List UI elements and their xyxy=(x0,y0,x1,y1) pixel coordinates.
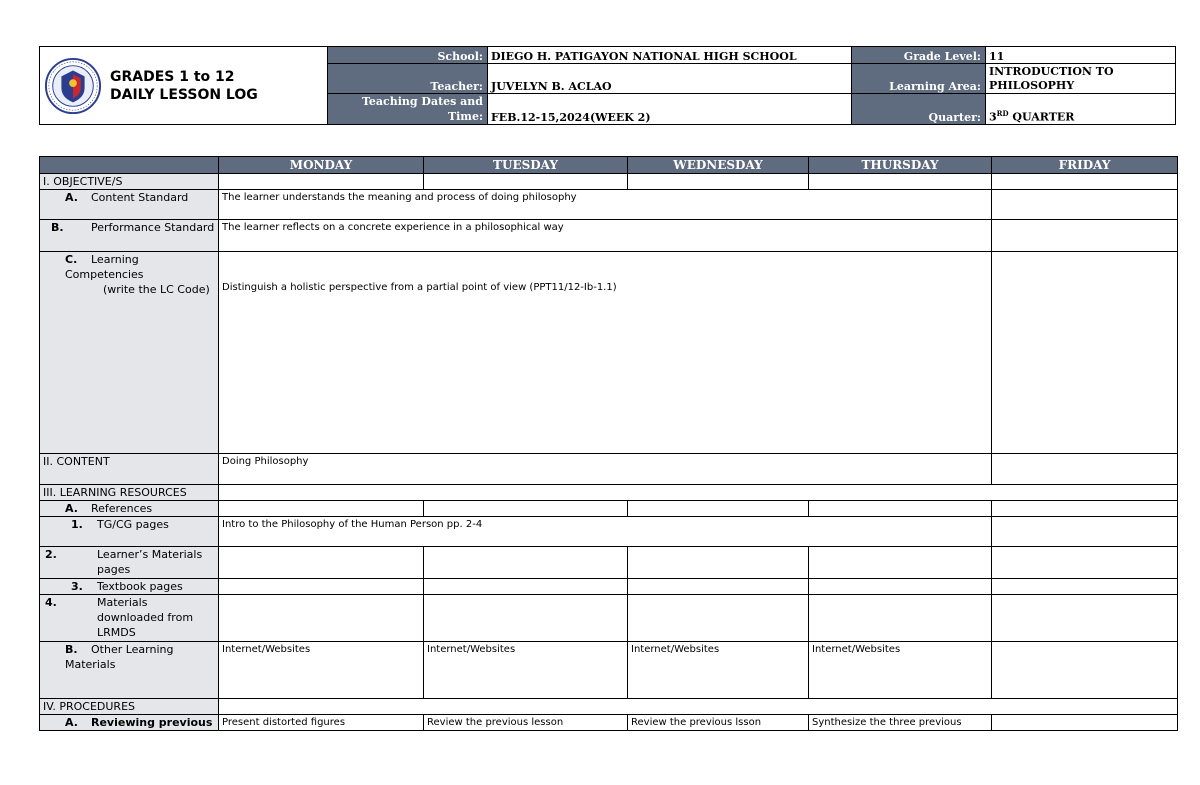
textbook-pages-label: 3. Textbook pages xyxy=(40,579,219,595)
content-standard-row xyxy=(40,190,1178,220)
resources-row xyxy=(40,485,1178,501)
content-standard-text: The learner understands the meaning and process of doing philosophy xyxy=(219,190,992,220)
content-heading: II. CONTENT xyxy=(40,454,219,485)
reviewing-tuesday: Review the previous lesson xyxy=(424,715,628,731)
reviewing-monday: Present distorted figures xyxy=(219,715,424,731)
day-thursday: THURSDAY xyxy=(809,157,992,174)
competencies-row xyxy=(40,252,1178,454)
lm-pages-row xyxy=(40,547,1178,579)
title-line-1: GRADES 1 to 12 xyxy=(110,68,235,85)
other-materials-row xyxy=(40,642,1178,699)
lm-pages-label: 2. Learner’s Materials pages xyxy=(40,547,219,579)
objectives-heading: I. OBJECTIVE/S xyxy=(40,174,219,190)
references-label: A. References xyxy=(40,501,219,517)
other-materials-thursday: Internet/Websites xyxy=(809,642,992,699)
other-materials-wednesday: Internet/Websites xyxy=(628,642,809,699)
procedures-heading: IV. PROCEDURES xyxy=(40,699,219,715)
teacher-label: Teacher: xyxy=(328,64,488,94)
quarter-suffix: RD xyxy=(996,109,1009,119)
quarter-number: 3 xyxy=(989,111,997,124)
quarter-value xyxy=(986,94,1176,125)
lesson-log-table xyxy=(39,156,1178,731)
references-row xyxy=(40,501,1178,517)
teaching-dates-label: Teaching Dates and Time: xyxy=(328,94,488,125)
objectives-row xyxy=(40,174,1178,190)
reviewing-wednesday: Review the previous lsson xyxy=(628,715,809,731)
learning-area-value: INTRODUCTION TO PHILOSOPHY xyxy=(986,64,1176,94)
competencies-text: Distinguish a holistic perspective from a partial point of view (PPT11/12-Ib-1.1) xyxy=(219,252,992,454)
teacher-value: JUVELYN B. ACLAO xyxy=(488,64,852,94)
lrmds-label: 4. Materials downloaded from LRMDS xyxy=(40,595,219,642)
content-row xyxy=(40,454,1178,485)
header-table xyxy=(39,46,1176,125)
content-text: Doing Philosophy xyxy=(219,454,992,485)
procedures-row xyxy=(40,699,1178,715)
grade-level-value: 11 xyxy=(986,47,1176,64)
quarter-label: Quarter: xyxy=(852,94,986,125)
performance-standard-text: The learner reflects on a concrete experience in a philosophical way xyxy=(219,220,992,252)
school-value: DIEGO H. PATIGAYON NATIONAL HIGH SCHOOL xyxy=(488,47,852,64)
tg-pages-row xyxy=(40,517,1178,547)
corner-cell xyxy=(40,157,219,174)
reviewing-row xyxy=(40,715,1178,731)
quarter-text: QUARTER xyxy=(1008,111,1075,124)
day-header-row xyxy=(40,157,1178,174)
tg-pages-text: Intro to the Philosophy of the Human Person pp. 2-4 xyxy=(219,517,992,547)
day-monday: MONDAY xyxy=(219,157,424,174)
grade-level-label: Grade Level: xyxy=(852,47,986,64)
reviewing-label: A. Reviewing previous xyxy=(40,715,219,731)
school-label: School: xyxy=(328,47,488,64)
other-materials-label: B. Other Learning Materials xyxy=(40,642,219,699)
reviewing-thursday: Synthesize the three previous xyxy=(809,715,992,731)
day-friday: FRIDAY xyxy=(992,157,1178,174)
day-wednesday: WEDNESDAY xyxy=(628,157,809,174)
learning-area-label: Learning Area: xyxy=(852,64,986,94)
lrmds-row xyxy=(40,595,1178,642)
header-logo-cell xyxy=(40,47,328,125)
other-materials-tuesday: Internet/Websites xyxy=(424,642,628,699)
other-materials-monday: Internet/Websites xyxy=(219,642,424,699)
content-standard-label: A. Content Standard xyxy=(40,190,219,220)
tg-pages-label: 1. TG/CG pages xyxy=(40,517,219,547)
day-tuesday: TUESDAY xyxy=(424,157,628,174)
resources-heading: III. LEARNING RESOURCES xyxy=(40,485,219,501)
performance-standard-label: B. Performance Standard xyxy=(40,220,219,252)
teaching-dates-value: FEB.12-15,2024(WEEK 2) xyxy=(488,94,852,125)
performance-standard-row xyxy=(40,220,1178,252)
competencies-sub: (write the LC Code) xyxy=(103,283,210,296)
deped-seal-icon xyxy=(44,57,102,115)
title-line-2: DAILY LESSON LOG xyxy=(110,86,258,103)
competencies-label: C. Learning Competencies (write the LC Code) xyxy=(40,252,219,454)
textbook-pages-row xyxy=(40,579,1178,595)
